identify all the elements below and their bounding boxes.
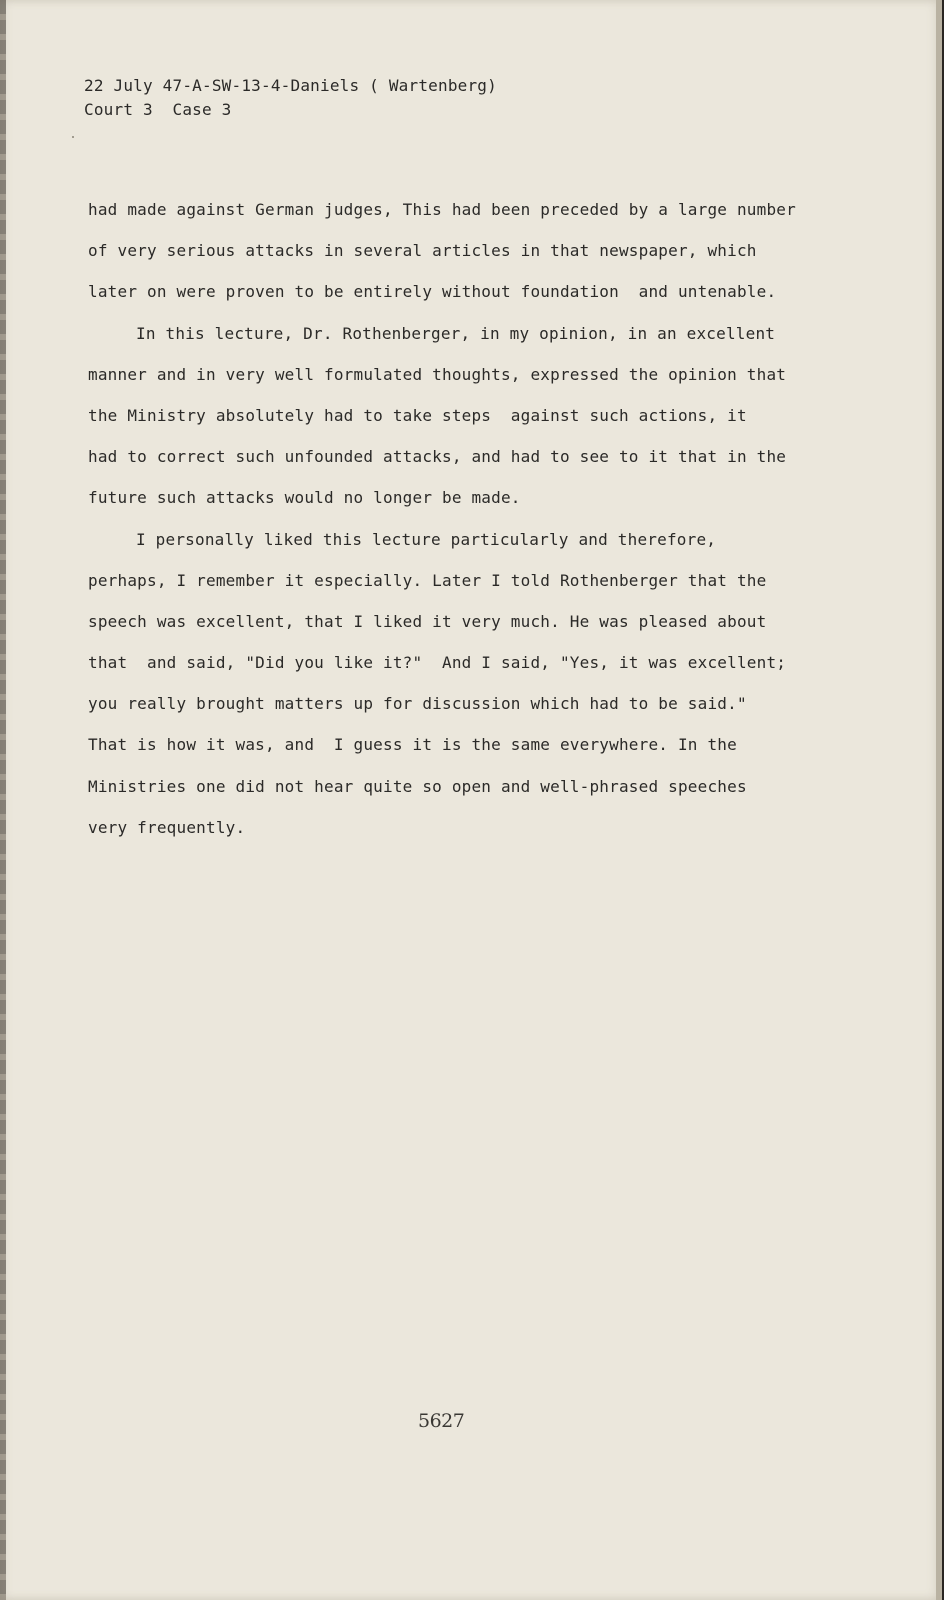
transcript-body — [88, 196, 828, 855]
header-court-line: Court 3 Case 3 — [84, 100, 232, 119]
document-header — [84, 74, 497, 122]
body-line: of very serious attacks in several articles in that newspaper, which — [88, 241, 757, 261]
body-line: future such attacks would no longer be made. — [88, 488, 521, 508]
paper-speck — [72, 136, 74, 138]
header-date-line: 22 July 47-A-SW-13-4-Daniels ( Wartenberg) — [84, 76, 497, 95]
body-line: very frequently. — [88, 817, 246, 837]
body-line: you really brought matters up for discussion which had to be said." — [88, 694, 747, 714]
body-line: speech was excellent, that I liked it very much. He was pleased about — [88, 611, 767, 631]
body-line: perhaps, I remember it especially. Later I told Rothenberger that the — [88, 570, 767, 590]
left-binding-edge — [0, 0, 6, 1600]
body-line: the Ministry absolutely had to take steps against such actions, it — [88, 405, 747, 425]
body-line: Ministries one did not hear quite so open and well-phrased speeches — [88, 776, 747, 796]
body-line: That is how it was, and I guess it is the same everywhere. In the — [88, 735, 737, 755]
body-line: that and said, "Did you like it?" And I said, "Yes, it was excellent; — [88, 653, 787, 673]
body-line: I personally liked this lecture particularly and therefore, — [136, 529, 717, 549]
body-line: manner and in very well formulated thoughts, expressed the opinion that — [88, 364, 787, 384]
page-number: 5627 — [418, 1410, 465, 1432]
body-line: had to correct such unfounded attacks, and had to see to it that in the — [88, 447, 787, 467]
right-page-edge — [936, 0, 942, 1600]
body-line: In this lecture, Dr. Rothenberger, in my opinion, in an excellent — [136, 323, 776, 343]
body-line: later on were proven to be entirely without foundation and untenable. — [88, 282, 777, 302]
body-line: had made against German judges, This had been preceded by a large number — [88, 200, 796, 219]
